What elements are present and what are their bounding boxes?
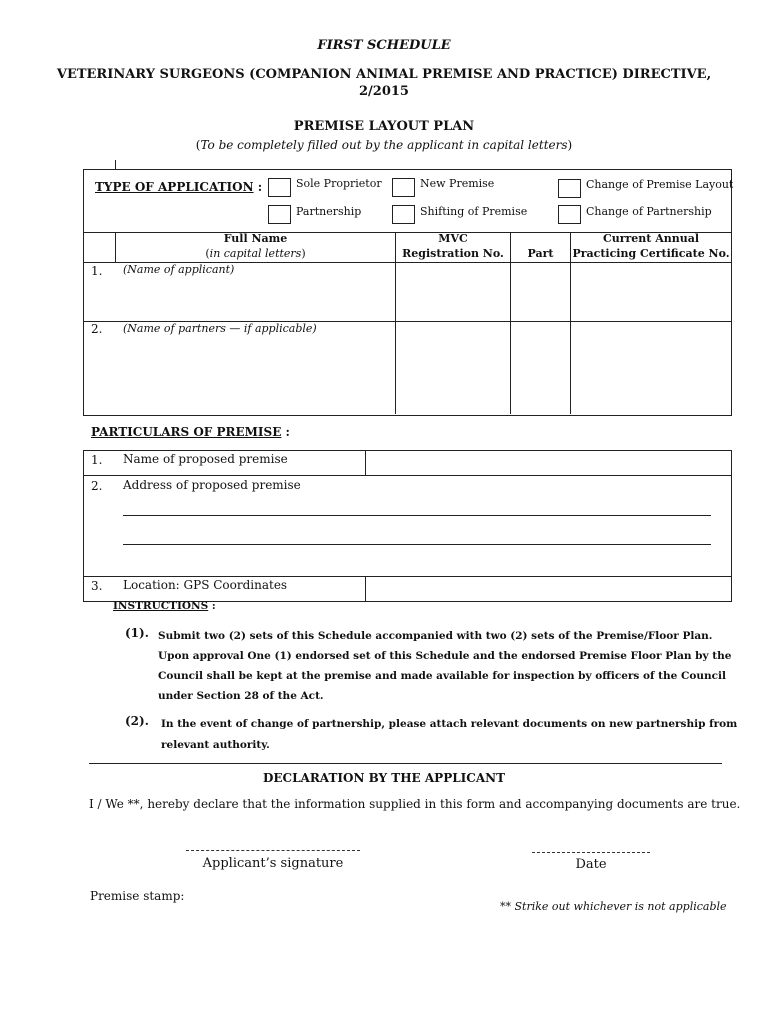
declaration-heading: DECLARATION BY THE APPLICANT [262, 771, 506, 785]
new-premise-label: New Premise [420, 177, 495, 190]
gps-label: Location: GPS Coordinates [123, 578, 288, 592]
declaration-text: I / We **, hereby declare that the information supplied in this form and accompanying documents are true. [89, 797, 741, 811]
applicant-name-field[interactable]: (Name of applicant) [123, 263, 235, 276]
premise-row1-number: 1. [91, 453, 103, 467]
directive-title-line1: VETERINARY SURGEONS (COMPANION ANIMAL PREMISE AND PRACTICE) DIRECTIVE, [56, 67, 712, 82]
shifting-checkbox[interactable] [392, 205, 415, 224]
premise-stamp-label: Premise stamp: [90, 889, 185, 903]
premise-name-label: Name of proposed premise [123, 452, 288, 466]
row2-number: 2. [91, 322, 103, 336]
plan-title: PREMISE LAYOUT PLAN [293, 119, 475, 134]
shifting-label: Shifting of Premise [420, 205, 528, 218]
partnership-label: Partnership [296, 205, 362, 218]
gps-input[interactable] [367, 577, 729, 600]
sole-proprietor-label: Sole Proprietor [296, 177, 382, 190]
table-divider [365, 450, 366, 475]
col-full-name: Full Name [223, 232, 288, 245]
application-type-label: TYPE OF APPLICATION : [95, 180, 263, 194]
change-partnership-label: Change of Partnership [586, 205, 712, 218]
signature-label: Applicant’s signature [202, 856, 344, 871]
change-partnership-checkbox[interactable] [558, 205, 581, 224]
table-divider [365, 576, 366, 601]
partnership-checkbox[interactable] [268, 205, 291, 224]
sole-proprietor-checkbox[interactable] [268, 178, 291, 197]
col-apc: Current Annual [602, 232, 700, 245]
particulars-heading: PARTICULARS OF PREMISE : [91, 425, 290, 439]
instruction-1-text: Submit two (2) sets of this Schedule accompanied with two (2) sets of the Premise/Floor Plan. Upon approval One (1) endorsed set of this Schedule and the endorsed Premise Floor Plan by the Council shall be kept at the premise and made available for inspection by officers of the Council under Section 28 of the Act. [158, 630, 732, 702]
table-divider [83, 475, 731, 476]
directive-title-line2: 2/2015 [359, 84, 409, 99]
schedule-title: FIRST SCHEDULE [317, 38, 451, 53]
instruction-1-number: (1). [125, 626, 149, 640]
instructions-heading: INSTRUCTIONS : [113, 600, 216, 612]
row1-number: 1. [91, 264, 103, 278]
col-full-name-sub: (in capital letters) [205, 247, 306, 260]
col-part: Part [527, 247, 554, 260]
instruction-2-text: In the event of change of partnership, please attach relevant documents on new partnership from relevant authority. [161, 718, 738, 751]
col-apc-sub: Practicing Certificate No. [572, 247, 730, 260]
date-line[interactable] [532, 852, 650, 853]
col-mvc-sub: Registration No. [402, 247, 504, 260]
date-label: Date [575, 857, 607, 872]
plan-note: (To be completely filled out by the applicant in capital letters) [195, 138, 573, 152]
new-premise-checkbox[interactable] [392, 178, 415, 197]
col-mvc: MVC [438, 232, 468, 245]
partner-names-field[interactable]: (Name of partners — if applicable) [123, 322, 317, 335]
instruction-2-number: (2). [125, 714, 149, 728]
address-line-1[interactable] [123, 515, 711, 516]
strike-out-footnote: ** Strike out whichever is not applicable [500, 900, 727, 913]
section-divider [89, 763, 722, 764]
change-layout-label: Change of Premise Layout [586, 178, 734, 191]
change-layout-checkbox[interactable] [558, 179, 581, 198]
premise-address-label: Address of proposed premise [123, 478, 301, 492]
premise-row2-number: 2. [91, 479, 103, 493]
premise-name-input[interactable] [367, 451, 729, 474]
premise-row3-number: 3. [91, 579, 103, 593]
address-line-2[interactable] [123, 544, 711, 545]
signature-line[interactable] [186, 850, 360, 851]
